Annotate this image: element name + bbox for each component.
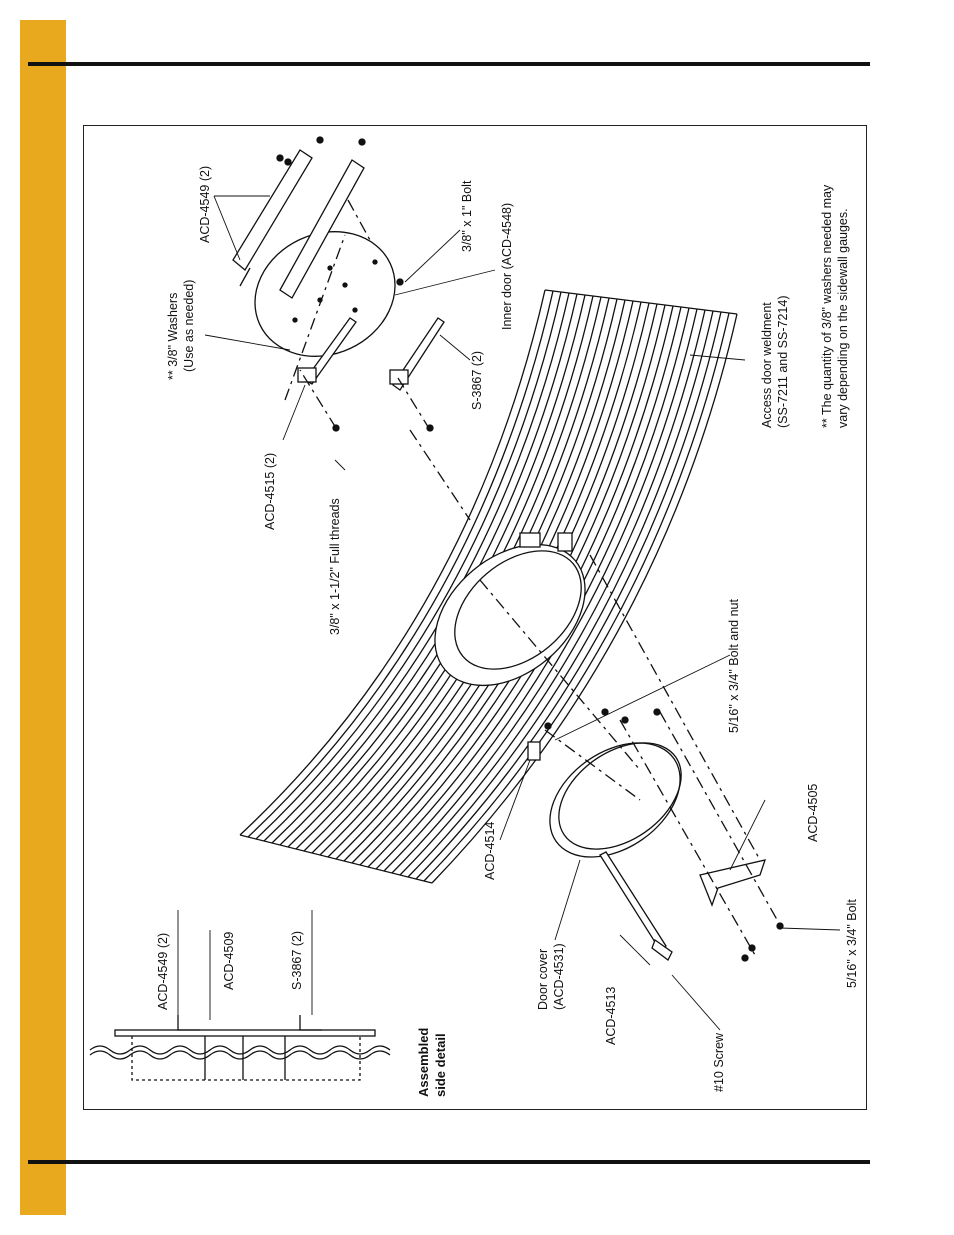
label-acd-4513: ACD-4513 (604, 986, 618, 1045)
label-acd-4515: ACD-4515 (2) (263, 452, 277, 530)
acd-4515-blocks (298, 368, 408, 384)
label-screw-10: #10 Screw (712, 1032, 726, 1092)
acd-4513-rod (600, 852, 672, 960)
acd-4514-clip (528, 742, 540, 760)
label-detail-s-3867: S-3867 (2) (290, 930, 304, 990)
door-cover (528, 719, 701, 880)
label-full-threads: 3/8" x 1-1/2" Full threads (328, 498, 342, 635)
label-detail-acd-4549: ACD-4549 (2) (156, 932, 170, 1010)
label-assembled-line1: Assembled (416, 1027, 431, 1097)
label-assembled-line2: side detail (433, 1033, 448, 1097)
label-washers-line2: (Use as needed) (182, 279, 196, 372)
label-bolt-1in: 3/8" x 1" Bolt (460, 180, 474, 252)
label-door-cover-line1: Door cover (536, 948, 550, 1010)
label-bolt-516: 5/16" x 3/4" Bolt (845, 899, 859, 988)
acd-4505-handle (700, 860, 765, 905)
label-acd-4505: ACD-4505 (806, 783, 820, 842)
label-s-3867-top: S-3867 (2) (470, 350, 484, 410)
label-inner-door: Inner door (ACD-4548) (500, 202, 514, 330)
label-door-cover-line2: (ACD-4531) (552, 943, 566, 1010)
label-detail-acd-4509: ACD-4509 (222, 931, 236, 990)
label-acd-4549-top: ACD-4549 (2) (198, 165, 212, 243)
note-line1: ** The quantity of 3/8" washers needed may (820, 184, 834, 428)
label-acd-4514: ACD-4514 (483, 821, 497, 880)
label-weldment-line1: Access door weldment (760, 302, 774, 428)
label-bolt-nut: 5/16" x 3/4" Bolt and nut (727, 599, 741, 733)
note-line2: vary depending on the sidewall gauges. (836, 208, 850, 428)
assembled-side-detail (90, 910, 390, 1080)
door-ring (408, 516, 613, 714)
label-weldment-line2: (SS-7211 and SS-7214) (776, 295, 790, 428)
label-washers-line1: ** 3/8" Washers (166, 292, 180, 380)
